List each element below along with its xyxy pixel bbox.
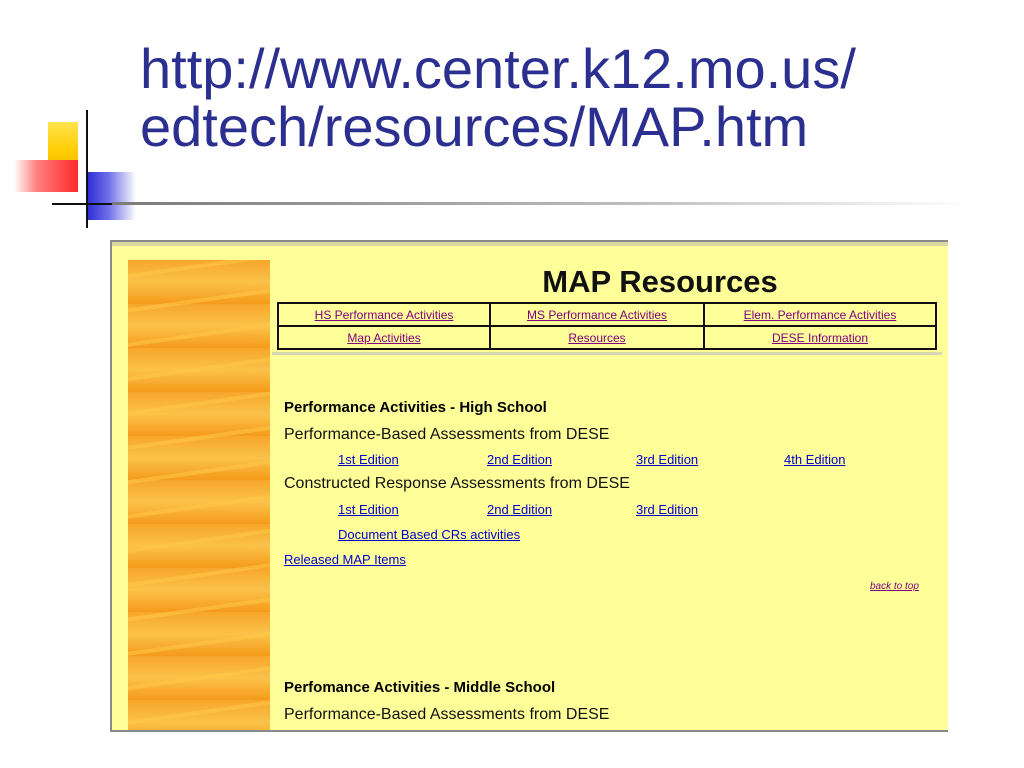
hs-pba-2nd-edition-link[interactable]: 2nd Edition bbox=[487, 452, 553, 467]
hs-cra-3rd-edition-link[interactable]: 3rd Edition bbox=[636, 502, 699, 517]
decor-red-bar bbox=[14, 160, 78, 192]
nav-row bbox=[278, 303, 936, 326]
hs-pba-label: Performance-Based Assessments from DESE bbox=[284, 426, 610, 443]
nav-divider bbox=[272, 352, 942, 355]
hs-cra-2nd-edition-link[interactable]: 2nd Edition bbox=[487, 502, 553, 517]
nav-link-dese-information[interactable]: DESE Information bbox=[771, 330, 869, 345]
hs-section-title: Performance Activities - High School bbox=[284, 399, 547, 416]
nav-row bbox=[278, 326, 936, 349]
document-based-crs-link[interactable]: Document Based CRs activities bbox=[338, 527, 521, 542]
back-to-top-link[interactable]: back to top bbox=[870, 581, 919, 592]
hs-pba-4th-edition-link[interactable]: 4th Edition bbox=[784, 452, 846, 467]
hs-cra-1st-edition-link[interactable]: 1st Edition bbox=[338, 502, 399, 517]
nav-cell bbox=[704, 326, 936, 349]
slide-title-line-1: http://www.center.k12.mo.us/ bbox=[140, 37, 856, 100]
decor-blue-square bbox=[86, 172, 136, 220]
ms-pba-label: Performance-Based Assessments from DESE bbox=[284, 706, 610, 723]
decor-vertical-line bbox=[86, 110, 88, 228]
nav-cell bbox=[490, 303, 704, 326]
page-heading: MAP Resources bbox=[542, 264, 778, 299]
nav-link-elem-performance[interactable]: Elem. Performance Activities bbox=[743, 307, 897, 322]
nav-link-map-activities[interactable]: Map Activities bbox=[347, 330, 421, 345]
ms-section-title: Perfomance Activities - Middle School bbox=[284, 679, 556, 696]
slide-title bbox=[140, 37, 1000, 158]
hs-pba-1st-edition-link[interactable]: 1st Edition bbox=[338, 452, 399, 467]
decorative-side-strip bbox=[128, 260, 270, 732]
title-underline bbox=[112, 202, 972, 205]
nav-link-ms-performance[interactable]: MS Performance Activities bbox=[526, 307, 668, 322]
nav-cell bbox=[490, 326, 704, 349]
nav-link-resources[interactable]: Resources bbox=[568, 330, 626, 345]
page-top-edge bbox=[112, 242, 948, 246]
nav-cell bbox=[704, 303, 936, 326]
nav-cell bbox=[278, 326, 490, 349]
hs-pba-3rd-edition-link[interactable]: 3rd Edition bbox=[636, 452, 699, 467]
slide-title-line-2: edtech/resources/MAP.htm bbox=[140, 95, 809, 158]
hs-cra-label: Constructed Response Assessments from DESE bbox=[284, 475, 630, 492]
nav-table bbox=[277, 302, 937, 350]
nav-cell bbox=[278, 303, 490, 326]
webpage-screenshot bbox=[110, 240, 948, 732]
nav-link-hs-performance[interactable]: HS Performance Activities bbox=[314, 307, 454, 322]
decor-horizontal-line bbox=[52, 203, 112, 205]
released-map-items-link[interactable]: Released MAP Items bbox=[284, 552, 406, 567]
